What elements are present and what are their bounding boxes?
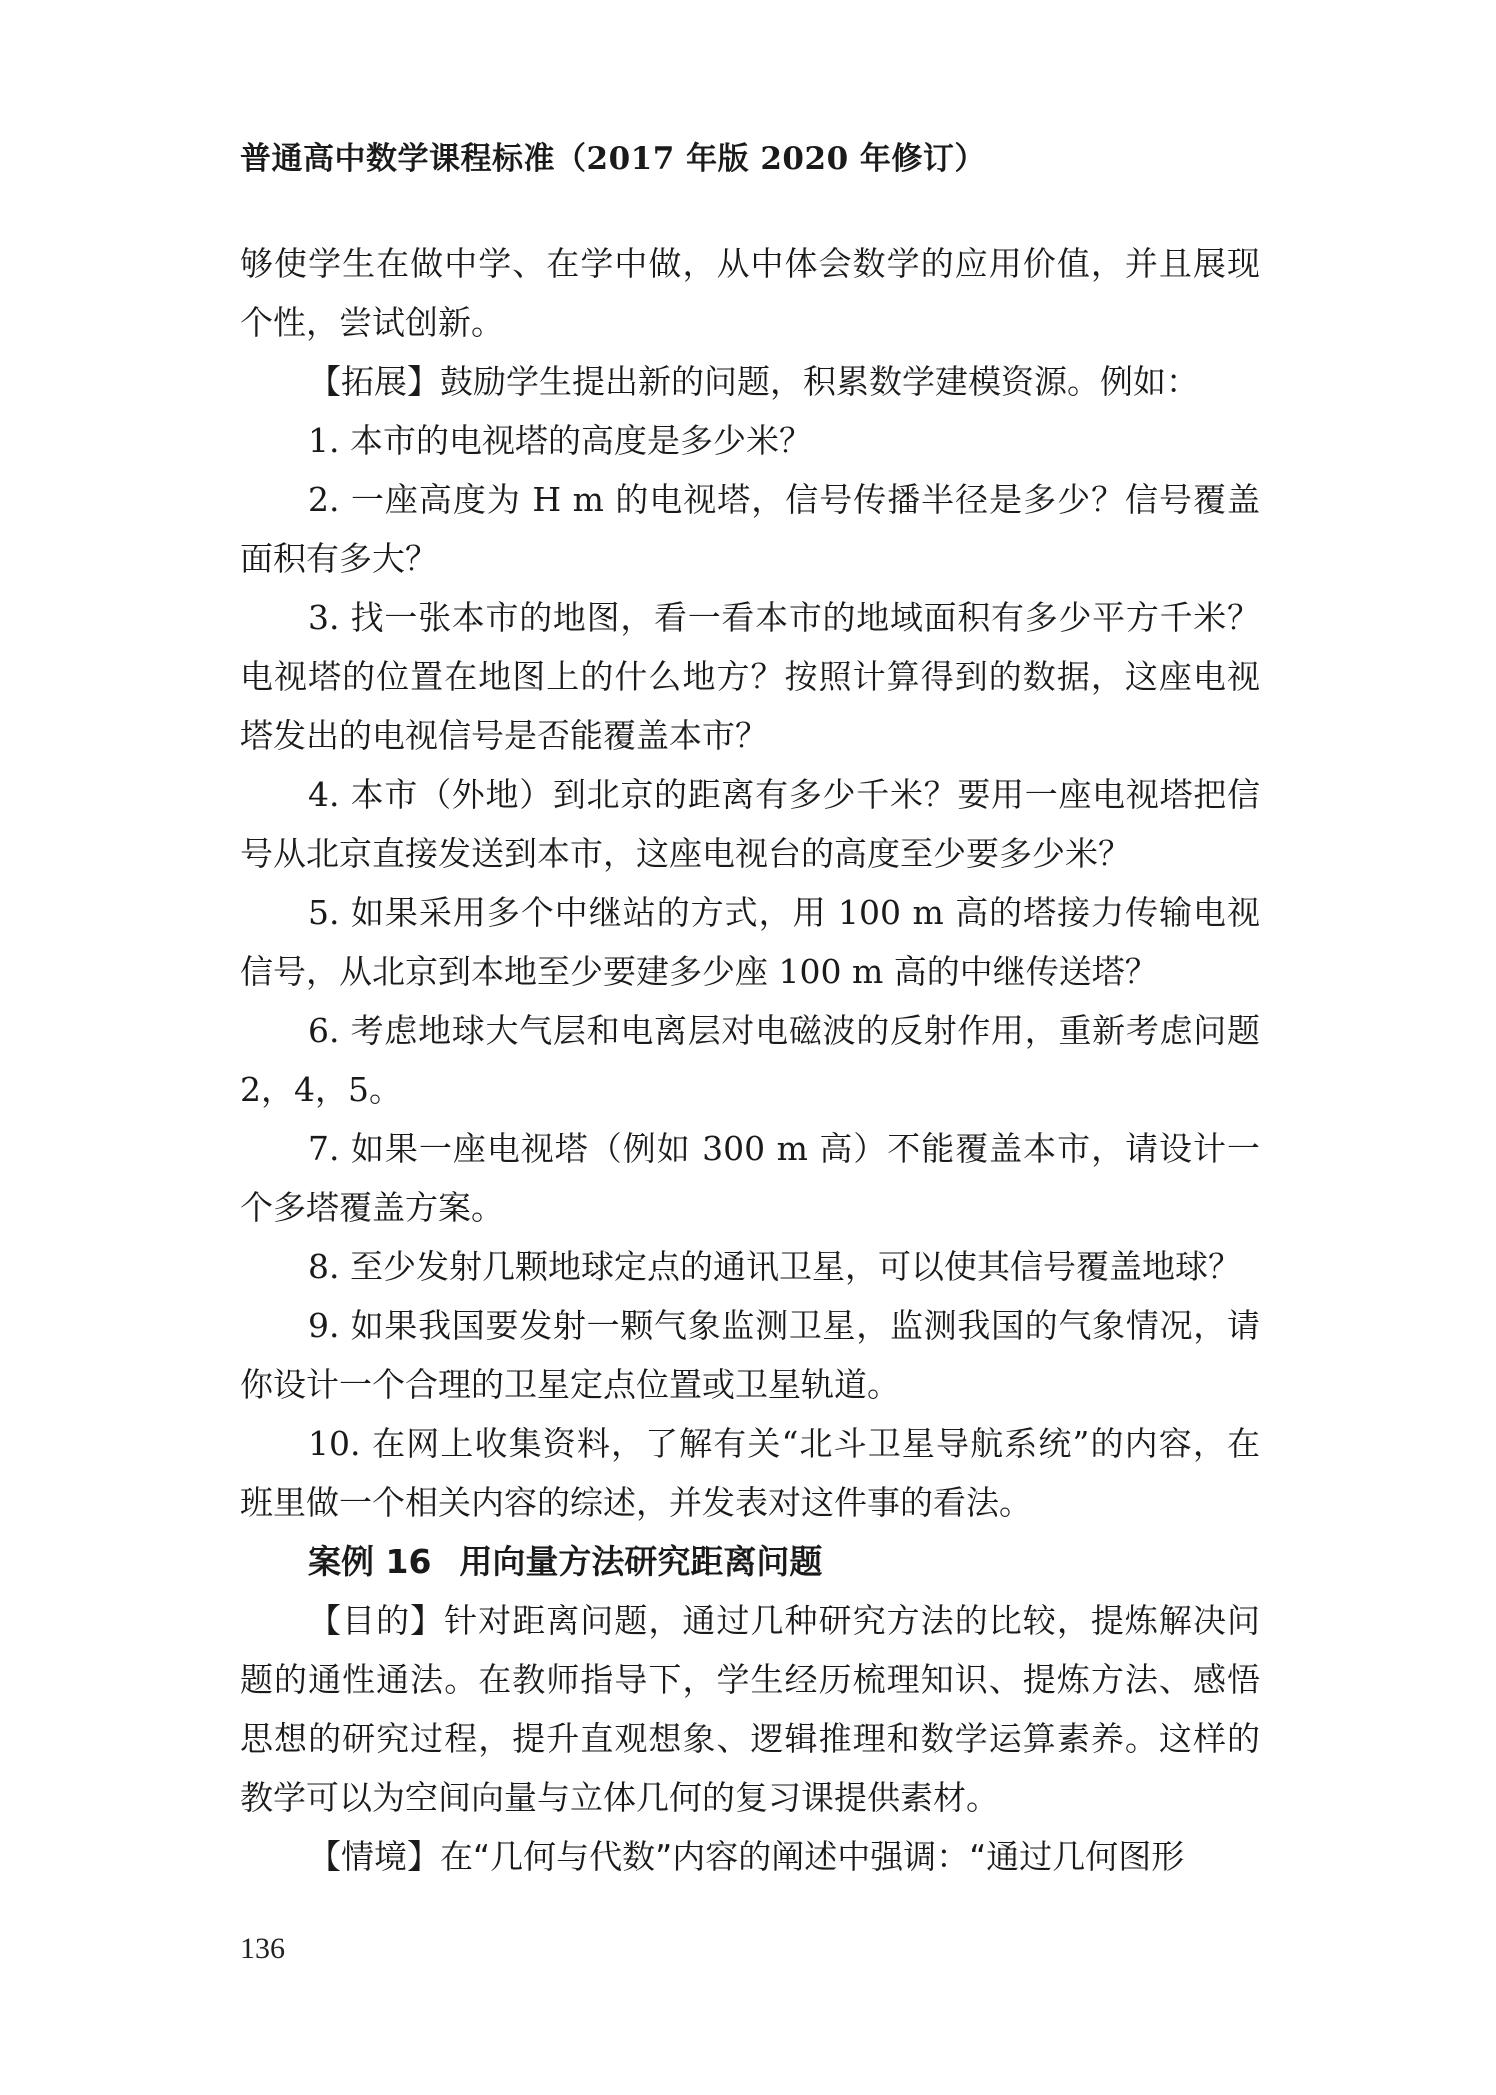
case-number: 案例 16 [308,1542,432,1581]
list-item-3: 3. 找一张本市的地图，看一看本市的地域面积有多少平方千米？电视塔的位置在地图上的什么地方？按照计算得到的数据，这座电视塔发出的电视信号是否能覆盖本市？ [240,598,1260,755]
list-item-6: 6. 考虑地球大气层和电离层对电磁波的反射作用，重新考虑问题 2，4，5。 [240,1011,1260,1109]
paragraph-extension: 【拓展】鼓励学生提出新的问题，积累数学建模资源。例如： [308,362,1199,401]
paragraph-intro: 够使学生在做中学、在学中做，从中体会数学的应用价值，并且展现个性，尝试创新。 [240,244,1260,342]
running-header: 普通高中数学课程标准（2017 年版 2020 年修订） [240,141,986,177]
case-heading [240,1532,1260,1591]
paragraph-context: 【情境】在“几何与代数”内容的阐述中强调：“通过几何图形 [308,1837,1185,1876]
list-item-1: 1. 本市的电视塔的高度是多少米？ [308,421,812,460]
list-item-7: 7. 如果一座电视塔（例如 300 m 高）不能覆盖本市，请设计一个多塔覆盖方案。 [240,1129,1260,1227]
body-text [240,234,1260,1886]
list-item-5: 5. 如果采用多个中继站的方式，用 100 m 高的塔接力传输电视信号，从北京到本地至少要建多少座 100 m 高的中继传送塔？ [240,893,1260,991]
list-item-8: 8. 至少发射几颗地球定点的通讯卫星，可以使其信号覆盖地球？ [308,1247,1241,1286]
paragraph-purpose: 【目的】针对距离问题，通过几种研究方法的比较，提炼解决问题的通性通法。在教师指导下，学生经历梳理知识、提炼方法、感悟思想的研究过程，提升直观想象、逻辑推理和数学运算素养。这样的教学可以为空间向量与立体几何的复习课提供素材。 [240,1601,1260,1817]
page-number: 136 [240,1932,285,1965]
list-item-4: 4. 本市（外地）到北京的距离有多少千米？要用一座电视塔把信号从北京直接发送到本市，这座电视台的高度至少要多少米？ [240,775,1260,873]
list-item-9: 9. 如果我国要发射一颗气象监测卫星，监测我国的气象情况，请你设计一个合理的卫星定点位置或卫星轨道。 [240,1306,1260,1404]
list-item-2: 2. 一座高度为 H m 的电视塔，信号传播半径是多少？信号覆盖面积有多大？ [240,480,1260,578]
case-title: 用向量方法研究距离问题 [459,1542,823,1581]
list-item-10: 10. 在网上收集资料，了解有关“北斗卫星导航系统”的内容，在班里做一个相关内容的综述，并发表对这件事的看法。 [240,1424,1260,1522]
